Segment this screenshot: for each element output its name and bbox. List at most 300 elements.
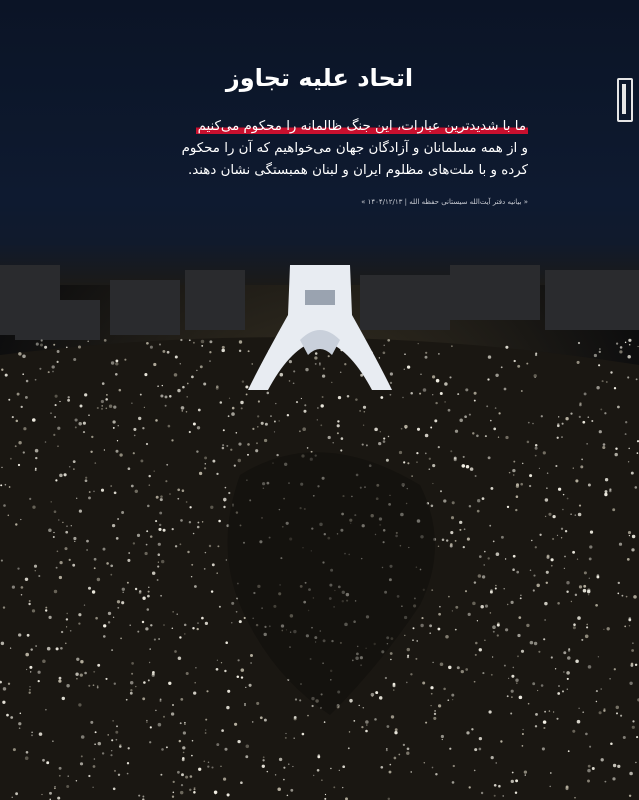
crowd-light bbox=[249, 684, 252, 687]
crowd-light bbox=[155, 419, 158, 422]
crowd-light bbox=[38, 575, 40, 577]
crowd-light bbox=[106, 394, 108, 396]
crowd-light bbox=[203, 760, 205, 762]
crowd-light bbox=[162, 385, 163, 386]
crowd-light bbox=[237, 675, 240, 678]
crowd-light bbox=[561, 537, 562, 538]
crowd-light bbox=[59, 561, 62, 564]
crowd-light bbox=[577, 361, 580, 364]
crowd-light bbox=[573, 626, 576, 629]
crowd-light bbox=[267, 392, 270, 395]
crowd-light bbox=[15, 445, 17, 447]
crowd-light bbox=[279, 758, 282, 761]
crowd-light bbox=[420, 624, 423, 627]
crowd-light bbox=[55, 404, 57, 406]
crowd-light bbox=[48, 528, 52, 532]
crowd-light bbox=[32, 418, 36, 422]
crowd-light bbox=[636, 378, 638, 380]
crowd-light bbox=[598, 364, 600, 366]
crowd-light bbox=[459, 419, 463, 423]
crowd-light bbox=[145, 627, 148, 630]
crowd-light bbox=[193, 691, 196, 694]
crowd-light bbox=[35, 469, 37, 471]
crowd-light bbox=[135, 490, 138, 493]
crowd-light bbox=[447, 699, 449, 701]
crowd-light bbox=[288, 763, 289, 764]
crowd-light bbox=[112, 420, 115, 423]
crowd-light bbox=[196, 370, 197, 371]
crowd-light bbox=[518, 616, 521, 619]
crowd-light bbox=[83, 431, 85, 433]
crowd-light bbox=[482, 672, 484, 674]
crowd-light bbox=[385, 677, 387, 679]
crowd-light bbox=[175, 545, 177, 547]
crowd-light bbox=[496, 762, 497, 763]
crowd-light bbox=[432, 662, 433, 663]
crowd-light bbox=[25, 396, 28, 399]
crowd-light bbox=[584, 571, 587, 574]
crowd-light bbox=[522, 463, 524, 465]
crowd-light bbox=[365, 730, 368, 733]
crowd-light bbox=[440, 490, 442, 492]
crowd-light bbox=[365, 720, 369, 724]
crowd-light bbox=[52, 371, 54, 373]
crowd-light bbox=[197, 522, 199, 524]
crowd-light bbox=[307, 715, 309, 717]
crowd-light bbox=[84, 672, 87, 675]
crowd-light bbox=[498, 437, 499, 438]
crowd-light bbox=[191, 376, 194, 379]
crowd-light bbox=[225, 641, 228, 644]
crowd-light bbox=[465, 590, 467, 592]
crowd-light bbox=[543, 451, 546, 454]
crowd-light bbox=[492, 625, 496, 629]
crowd-light bbox=[379, 357, 380, 358]
crowd-light bbox=[42, 659, 46, 663]
crowd-light bbox=[527, 441, 530, 444]
crowd-light bbox=[101, 489, 104, 492]
crowd-light bbox=[18, 441, 21, 444]
crowd-light bbox=[442, 538, 445, 541]
crowd-light bbox=[588, 484, 591, 487]
crowd-light bbox=[417, 428, 420, 431]
crowd-light bbox=[539, 468, 540, 469]
crowd-light bbox=[609, 490, 612, 493]
crowd-light bbox=[398, 754, 400, 756]
crowd-light bbox=[54, 786, 55, 787]
crowd-light bbox=[223, 498, 227, 502]
crowd-light bbox=[418, 343, 419, 344]
crowd-light bbox=[231, 412, 235, 416]
crowd-light bbox=[425, 453, 427, 455]
crowd-light bbox=[110, 485, 112, 487]
crowd-light bbox=[632, 642, 634, 644]
crowd-light bbox=[359, 705, 360, 706]
crowd-light bbox=[12, 586, 15, 589]
crowd-light bbox=[479, 555, 482, 558]
crowd-light bbox=[241, 407, 243, 409]
crowd-light bbox=[388, 436, 389, 437]
crowd-light bbox=[142, 427, 144, 429]
crowd-light bbox=[127, 582, 129, 584]
crowd-light bbox=[531, 540, 532, 541]
crowd-light bbox=[156, 496, 159, 499]
crowd-light bbox=[474, 581, 476, 583]
crowd-light bbox=[159, 524, 161, 526]
crowd-light bbox=[212, 460, 215, 463]
crowd-light bbox=[165, 405, 167, 407]
crowd-light bbox=[562, 423, 564, 425]
crowd-light bbox=[55, 395, 58, 398]
crowd-light bbox=[600, 408, 602, 410]
crowd-light bbox=[158, 723, 162, 727]
crowd-light bbox=[547, 555, 550, 558]
crowd-light bbox=[579, 585, 582, 588]
crowd-light bbox=[493, 428, 496, 431]
crowd-light bbox=[478, 574, 482, 578]
crowd-light bbox=[563, 494, 564, 495]
crowd-light bbox=[587, 769, 591, 773]
crowd-light bbox=[501, 366, 503, 368]
crowd-light bbox=[596, 690, 598, 692]
crowd-light bbox=[488, 355, 491, 358]
crowd-light bbox=[88, 775, 90, 777]
crowd-light bbox=[555, 465, 557, 467]
crowd-light bbox=[469, 414, 471, 416]
crowd-light bbox=[582, 421, 585, 424]
crowd-light bbox=[102, 752, 104, 754]
crowd-light bbox=[152, 571, 155, 574]
crowd-light bbox=[224, 748, 227, 751]
crowd-light bbox=[103, 624, 106, 627]
crowd-light bbox=[546, 487, 548, 489]
crowd-light bbox=[111, 361, 114, 364]
crowd-light bbox=[349, 731, 351, 733]
crowd-light bbox=[8, 683, 10, 685]
crowd-light bbox=[501, 536, 504, 539]
crowd-light bbox=[197, 628, 199, 630]
crowd-light bbox=[205, 719, 207, 721]
crowd-light bbox=[244, 617, 246, 619]
crowd-light bbox=[76, 780, 77, 781]
crowd-light bbox=[520, 595, 521, 596]
crowd-light bbox=[87, 341, 89, 343]
crowd-light bbox=[520, 483, 523, 486]
crowd-light bbox=[504, 665, 506, 667]
crowd-light bbox=[206, 690, 208, 692]
crowd-light bbox=[150, 346, 153, 349]
crowd-light bbox=[29, 686, 30, 687]
crowd-light bbox=[81, 735, 85, 739]
crowd-light bbox=[85, 479, 88, 482]
crowd-light bbox=[526, 363, 528, 365]
crowd-light bbox=[533, 575, 535, 577]
crowd-light bbox=[148, 679, 150, 681]
crowd-light bbox=[596, 576, 599, 579]
crowd-light bbox=[177, 498, 179, 500]
crowd-light bbox=[619, 543, 622, 546]
crowd-light bbox=[192, 627, 194, 629]
crowd-light bbox=[364, 411, 366, 413]
crowd-light bbox=[445, 635, 449, 639]
crowd-light bbox=[386, 459, 389, 462]
crowd-light bbox=[209, 360, 210, 361]
crowd-light bbox=[515, 779, 518, 782]
crowd-light bbox=[220, 401, 223, 404]
statement-line-2: و از همه مسلمانان و آزادگان جهان می‌خواهیم که آن را محکوم bbox=[181, 141, 528, 156]
crowd-light bbox=[590, 530, 593, 533]
crowd-light bbox=[52, 740, 53, 741]
crowd-light bbox=[224, 670, 226, 672]
crowd-light bbox=[495, 407, 497, 409]
crowd-light bbox=[114, 491, 117, 494]
crowd-light bbox=[169, 493, 171, 495]
crowd-light bbox=[57, 350, 60, 353]
crowd-light bbox=[607, 627, 610, 630]
crowd-light bbox=[596, 386, 599, 389]
crowd-light bbox=[50, 412, 51, 413]
crowd-light bbox=[211, 766, 213, 768]
crowd-light bbox=[205, 552, 206, 553]
crowd-light bbox=[509, 472, 511, 474]
crowd-light bbox=[18, 352, 21, 355]
crowd-light bbox=[108, 612, 111, 615]
crowd-light bbox=[216, 668, 219, 671]
crowd-light bbox=[54, 787, 56, 789]
crowd-light bbox=[227, 690, 230, 693]
crowd-light bbox=[81, 755, 83, 757]
crowd-light bbox=[516, 571, 519, 574]
crowd-light bbox=[115, 362, 118, 365]
crowd-light bbox=[226, 706, 229, 709]
crowd-light bbox=[494, 784, 497, 787]
crowd-light bbox=[180, 543, 182, 545]
crowd-light bbox=[181, 784, 183, 786]
crowd-light bbox=[209, 351, 211, 353]
crowd-light bbox=[485, 435, 487, 437]
crowd-light bbox=[80, 673, 83, 676]
crowd-light bbox=[53, 536, 55, 538]
crowd-light bbox=[83, 422, 86, 425]
crowd-light bbox=[8, 515, 10, 517]
crowd-light bbox=[177, 389, 180, 392]
crowd-light bbox=[487, 557, 489, 559]
crowd-light bbox=[363, 707, 364, 708]
crowd-light bbox=[586, 626, 588, 628]
crowd-light bbox=[631, 472, 634, 475]
crowd-light bbox=[161, 560, 164, 563]
crowd-light bbox=[490, 612, 492, 614]
crowd-light bbox=[54, 416, 56, 418]
crowd-light bbox=[533, 589, 535, 591]
crowd-light bbox=[399, 451, 402, 454]
crowd-light bbox=[318, 754, 321, 757]
crowd-light bbox=[405, 427, 406, 428]
crowd-light bbox=[91, 436, 93, 438]
crowd-light bbox=[180, 698, 183, 701]
crowd-light bbox=[127, 762, 129, 764]
crowd-light bbox=[126, 699, 128, 701]
crowd-light bbox=[324, 721, 326, 723]
crowd-light bbox=[241, 676, 243, 678]
crowd-light bbox=[114, 770, 116, 772]
crowd-light bbox=[140, 394, 142, 396]
crowd-light bbox=[562, 509, 564, 511]
crowd-light bbox=[160, 495, 163, 498]
crowd-light bbox=[75, 673, 78, 676]
crowd-light bbox=[97, 407, 99, 409]
crowd-light bbox=[154, 470, 155, 471]
crowd-light bbox=[505, 558, 506, 559]
crowd-light bbox=[270, 415, 271, 416]
crowd-light bbox=[305, 368, 308, 371]
crowd-light bbox=[407, 365, 410, 368]
crowd-light bbox=[347, 395, 350, 398]
crowd-light bbox=[167, 351, 170, 354]
crowd-light bbox=[320, 404, 323, 407]
crowd-light bbox=[591, 420, 593, 422]
crowd-light bbox=[635, 664, 637, 666]
crowd-light bbox=[573, 623, 576, 626]
crowd-light bbox=[256, 702, 259, 705]
crowd-light bbox=[202, 521, 203, 522]
crowd-light bbox=[104, 339, 107, 342]
crowd-light bbox=[6, 714, 9, 717]
crowd-light bbox=[228, 492, 230, 494]
crowd-light bbox=[98, 742, 102, 746]
crowd-light bbox=[113, 405, 116, 408]
crowd-light bbox=[193, 791, 196, 794]
crowd-light bbox=[507, 695, 509, 697]
crowd-light bbox=[493, 541, 495, 543]
crowd-light bbox=[558, 416, 559, 417]
crowd-light bbox=[436, 379, 440, 383]
crowd-light bbox=[68, 775, 69, 776]
crowd-light bbox=[544, 602, 547, 605]
crowd-light bbox=[429, 632, 431, 634]
crowd-light bbox=[34, 565, 37, 568]
crowd-light bbox=[220, 766, 221, 767]
crowd-light bbox=[66, 525, 68, 527]
crowd-light bbox=[68, 396, 70, 398]
crowd-light bbox=[511, 780, 514, 783]
crowd-light bbox=[131, 673, 133, 675]
crowd-light bbox=[528, 422, 530, 424]
crowd-light bbox=[155, 710, 157, 712]
crowd-light bbox=[106, 562, 109, 565]
crowd-light bbox=[186, 411, 188, 413]
crowd-light bbox=[411, 475, 412, 476]
crowd-light bbox=[223, 506, 225, 508]
crowd-light bbox=[362, 444, 364, 446]
crowd-light bbox=[605, 490, 608, 493]
crowd-light bbox=[401, 428, 403, 430]
crowd-light bbox=[103, 548, 106, 551]
crowd-light bbox=[94, 758, 96, 760]
crowd-light bbox=[130, 681, 133, 684]
crowd-light bbox=[407, 462, 409, 464]
crowd-light bbox=[565, 787, 568, 790]
crowd-light bbox=[53, 532, 54, 533]
crowd-light bbox=[490, 420, 492, 422]
crowd-light bbox=[625, 342, 626, 343]
crowd-light bbox=[516, 682, 518, 684]
crowd-light bbox=[557, 602, 560, 605]
crowd-light bbox=[617, 765, 620, 768]
crowd-light bbox=[199, 472, 202, 475]
crowd-light bbox=[182, 386, 185, 389]
crowd-light bbox=[59, 474, 63, 478]
crowd-light bbox=[452, 781, 455, 784]
crowd-light bbox=[446, 539, 448, 541]
crowd-light bbox=[184, 723, 186, 725]
crowd-light bbox=[304, 404, 306, 406]
crowd-light bbox=[567, 678, 569, 680]
crowd-light bbox=[600, 688, 602, 690]
crowd-light bbox=[465, 388, 468, 391]
crowd-light bbox=[66, 346, 68, 348]
crowd-light bbox=[122, 592, 123, 593]
crowd-light bbox=[463, 546, 465, 548]
crowd-light bbox=[403, 461, 405, 463]
crowd-light bbox=[535, 713, 538, 716]
crowd-light bbox=[404, 368, 406, 370]
crowd-light bbox=[216, 473, 218, 475]
crowd-light bbox=[570, 513, 572, 515]
crowd-light bbox=[252, 363, 253, 364]
crowd-light bbox=[62, 697, 65, 700]
crowd-light bbox=[250, 654, 253, 657]
crowd-light bbox=[27, 634, 30, 637]
crowd-light bbox=[80, 405, 83, 408]
crowd-light bbox=[142, 697, 145, 700]
crowd-light bbox=[612, 508, 615, 511]
crowd-light bbox=[201, 340, 205, 344]
crowd-light bbox=[535, 546, 537, 548]
crowd-light bbox=[322, 374, 325, 377]
crowd-light bbox=[234, 723, 237, 726]
crowd-light bbox=[383, 351, 386, 354]
crowd-light bbox=[585, 635, 589, 639]
crowd-light bbox=[66, 613, 67, 614]
crowd-light bbox=[468, 613, 471, 616]
crowd-light bbox=[184, 624, 187, 627]
crowd-light bbox=[454, 457, 457, 460]
crowd-light bbox=[95, 617, 98, 620]
crowd-light bbox=[425, 434, 429, 438]
crowd-light bbox=[191, 755, 193, 757]
crowd-light bbox=[142, 796, 144, 798]
crowd-light bbox=[448, 666, 451, 669]
crowd-light bbox=[216, 385, 219, 388]
crowd-light bbox=[78, 622, 80, 624]
crowd-light bbox=[328, 355, 330, 357]
crowd-light bbox=[485, 605, 488, 608]
crowd-light bbox=[545, 516, 546, 517]
crowd-light bbox=[542, 747, 545, 750]
crowd-light bbox=[179, 636, 181, 638]
crowd-light bbox=[59, 576, 62, 579]
crowd-light bbox=[262, 765, 265, 768]
crowd-light bbox=[118, 774, 120, 776]
crowd-light bbox=[594, 354, 597, 357]
crowd-light bbox=[404, 635, 405, 636]
crowd-light bbox=[496, 552, 500, 556]
crowd-light bbox=[505, 346, 508, 349]
crowd-light bbox=[216, 572, 218, 574]
crowd-light bbox=[22, 373, 24, 375]
crowd-photo bbox=[0, 245, 639, 800]
